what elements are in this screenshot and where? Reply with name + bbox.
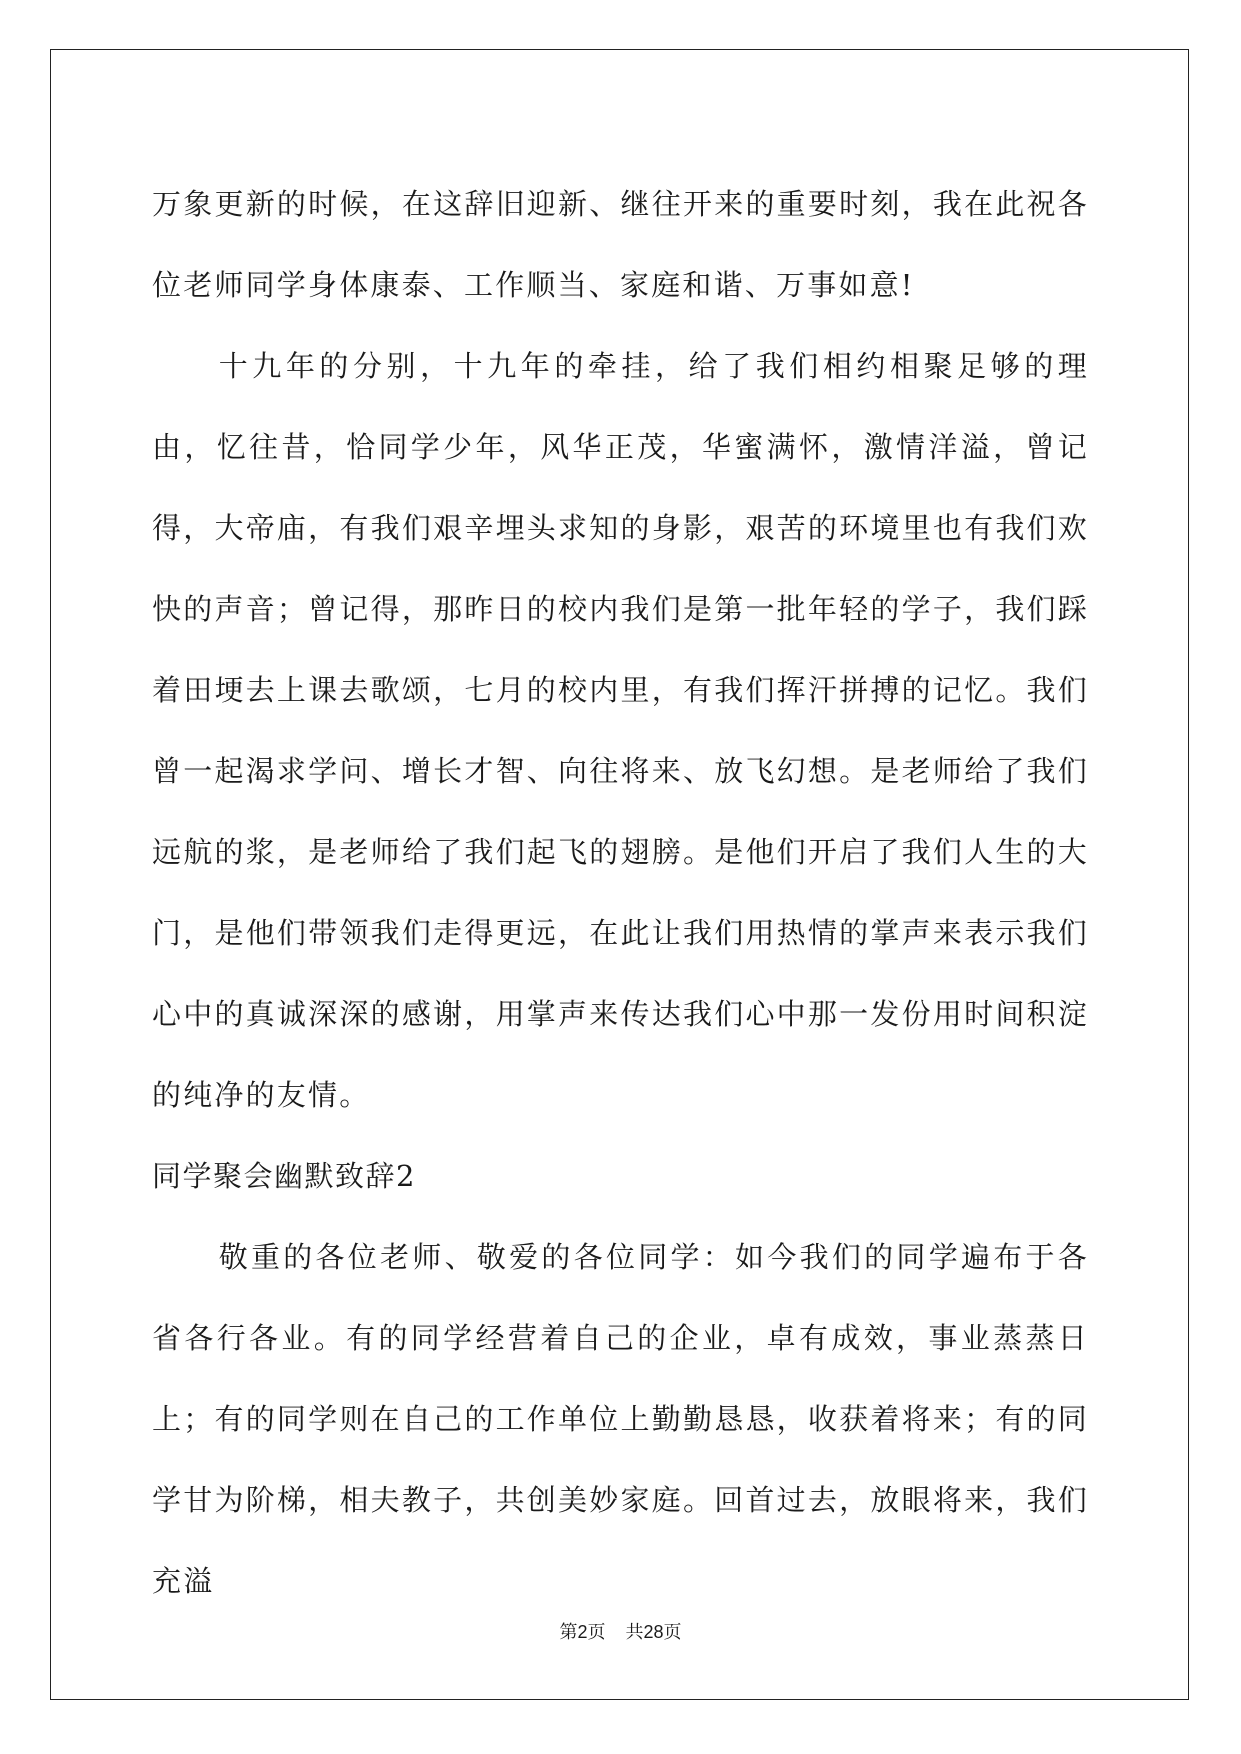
- page-total-label: 共28页: [625, 1622, 682, 1643]
- section-heading: 同学聚会幽默致辞2: [152, 1159, 416, 1193]
- page-number-label: 第2页: [559, 1622, 606, 1643]
- paragraph-3: 敬重的各位老师、敬爱的各位同学：如今我们的同学遍布于各省各行各业。有的同学经营着自己的企业，卓有成效，事业蒸蒸日上；有的同学则在自己的工作单位上勤勤恳恳，收获着将来；有的同学甘为阶梯，相夫教子，共创美妙家庭。回首过去，放眼将来，我们充溢: [152, 1240, 1089, 1598]
- document-body: [152, 164, 1089, 1622]
- page-footer: [0, 1618, 1241, 1644]
- paragraph-1: 万象更新的时候，在这辞旧迎新、继往开来的重要时刻，我在此祝各位老师同学身体康泰、工作顺当、家庭和谐、万事如意!: [152, 187, 1089, 302]
- paragraph-2: 十九年的分别，十九年的牵挂，给了我们相约相聚足够的理由，忆往昔，恰同学少年，风华正茂，华蜜满怀，激情洋溢，曾记得，大帝庙，有我们艰辛埋头求知的身影，艰苦的环境里也有我们欢快的声音；曾记得，那昨日的校内我们是第一批年轻的学子，我们踩着田埂去上课去歌颂，七月的校内里，有我们挥汗拼搏的记忆。我们曾一起渴求学问、增长才智、向往将来、放飞幻想。是老师给了我们远航的浆，是老师给了我们起飞的翅膀。是他们开启了我们人生的大门，是他们带领我们走得更远，在此让我们用热情的掌声来表示我们心中的真诚深深的感谢，用掌声来传达我们心中那一发份用时间积淀的纯净的友情。: [152, 349, 1089, 1112]
